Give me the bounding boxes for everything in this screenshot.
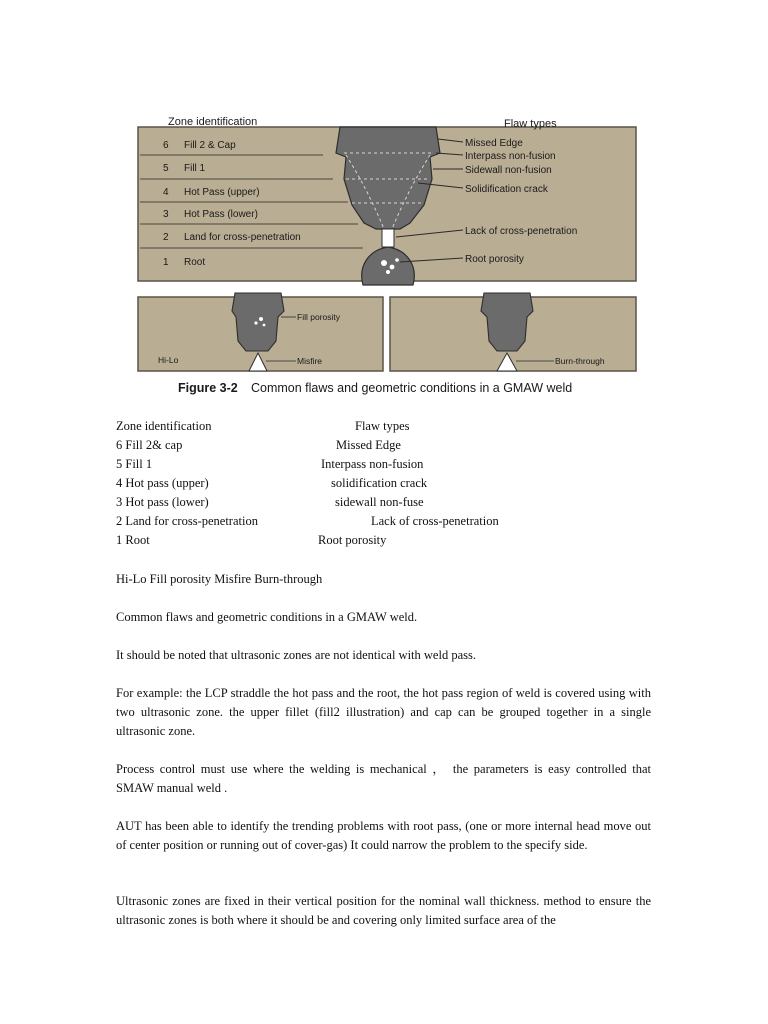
zone-heading-label: Zone identification <box>168 116 258 128</box>
zone-num-6: 6 <box>163 140 169 151</box>
zone-num-5: 5 <box>163 163 169 174</box>
zone-label-3: Hot Pass (lower) <box>184 209 258 220</box>
figure-caption-rest: Common flaws and geometric conditions in a GMAW weld <box>251 381 573 395</box>
zone-row-1: 1 Root <box>116 533 150 547</box>
zone-num-4: 4 <box>163 187 169 198</box>
zone-row-2: 2 Land for cross-penetration <box>116 514 258 528</box>
paragraph-process-control: Process control must use where the welding is mechanical ， the parameters is easy controlled that SMAW manual weld . <box>116 762 651 795</box>
fill-porosity-label: Fill porosity <box>297 312 340 322</box>
zone-row-5: 5 Fill 1 <box>116 457 153 471</box>
flaw-label-solidification: Solidification crack <box>465 184 548 195</box>
burn-through-label: Burn-through <box>555 356 605 366</box>
zone-label-5: Fill 1 <box>184 163 206 174</box>
flaw-row-4: solidification crack <box>331 476 428 490</box>
flaw-label-lack-cross: Lack of cross-penetration <box>465 226 578 237</box>
flaw-row-6: Missed Edge <box>336 438 401 452</box>
figure-caption-bold: Figure 3-2 <box>178 381 238 395</box>
flaw-label-root-porosity: Root porosity <box>465 254 524 265</box>
paragraph-zones-note: It should be noted that ultrasonic zones are not identical with weld pass. <box>116 648 476 662</box>
flaw-row-2: Lack of cross-penetration <box>371 514 499 528</box>
zone-row-4: 4 Hot pass (upper) <box>116 476 209 490</box>
paragraph-example: For example: the LCP straddle the hot pass and the root, the hot pass region of weld is covered using with two ultrasonic zone. the upper fillet (fill2 illustration) and cap can be grouped together in a single ultrasonic zone. <box>116 686 651 738</box>
paragraph-flaw-list: Hi-Lo Fill porosity Misfire Burn-through <box>116 572 323 586</box>
paragraph-ultrasonic-zones: Ultrasonic zones are fixed in their vertical position for the nominal wall thickness. method to ensure the ultrasonic zones is both where it should be and covering only limited surface area of the <box>116 894 651 927</box>
flaw-label-interpass: Interpass non-fusion <box>465 151 556 162</box>
paragraph-caption-restated: Common flaws and geometric conditions in a GMAW weld. <box>116 610 418 624</box>
zone-row-3: 3 Hot pass (lower) <box>116 495 209 509</box>
zone-num-2: 2 <box>163 232 169 243</box>
paragraph-aut: AUT has been able to identify the trending problems with root pass, (one or more internal head move out of center position or running out of cover-gas) It could narrow the problem to the specify side. <box>116 819 651 852</box>
zone-label-6: Fill 2 & Cap <box>184 140 236 151</box>
flaw-row-5: Interpass non-fusion <box>321 457 424 471</box>
misfire-label: Misfire <box>297 356 323 366</box>
weld-figure-svg <box>118 95 648 405</box>
zone-row-6: 6 Fill 2& cap <box>116 438 183 452</box>
zone-label-4: Hot Pass (upper) <box>184 187 260 198</box>
hilo-label: Hi-Lo <box>158 355 179 365</box>
zone-num-3: 3 <box>163 209 169 220</box>
flaw-row-1: Root porosity <box>318 533 387 547</box>
flaw-heading-label: Flaw types <box>504 118 557 130</box>
zone-table-header-right: Flaw types <box>355 419 410 433</box>
flaw-label-missed-edge: Missed Edge <box>465 138 523 149</box>
zone-label-2: Land for cross-penetration <box>184 232 301 243</box>
zone-table-header-left: Zone identification <box>116 419 212 433</box>
weld-figure <box>118 95 648 405</box>
flaw-row-3: sidewall non-fuse <box>335 495 424 509</box>
flaw-label-sidewall: Sidewall non-fusion <box>465 165 552 176</box>
zone-label-1: Root <box>184 257 206 268</box>
zone-num-1: 1 <box>163 257 169 268</box>
